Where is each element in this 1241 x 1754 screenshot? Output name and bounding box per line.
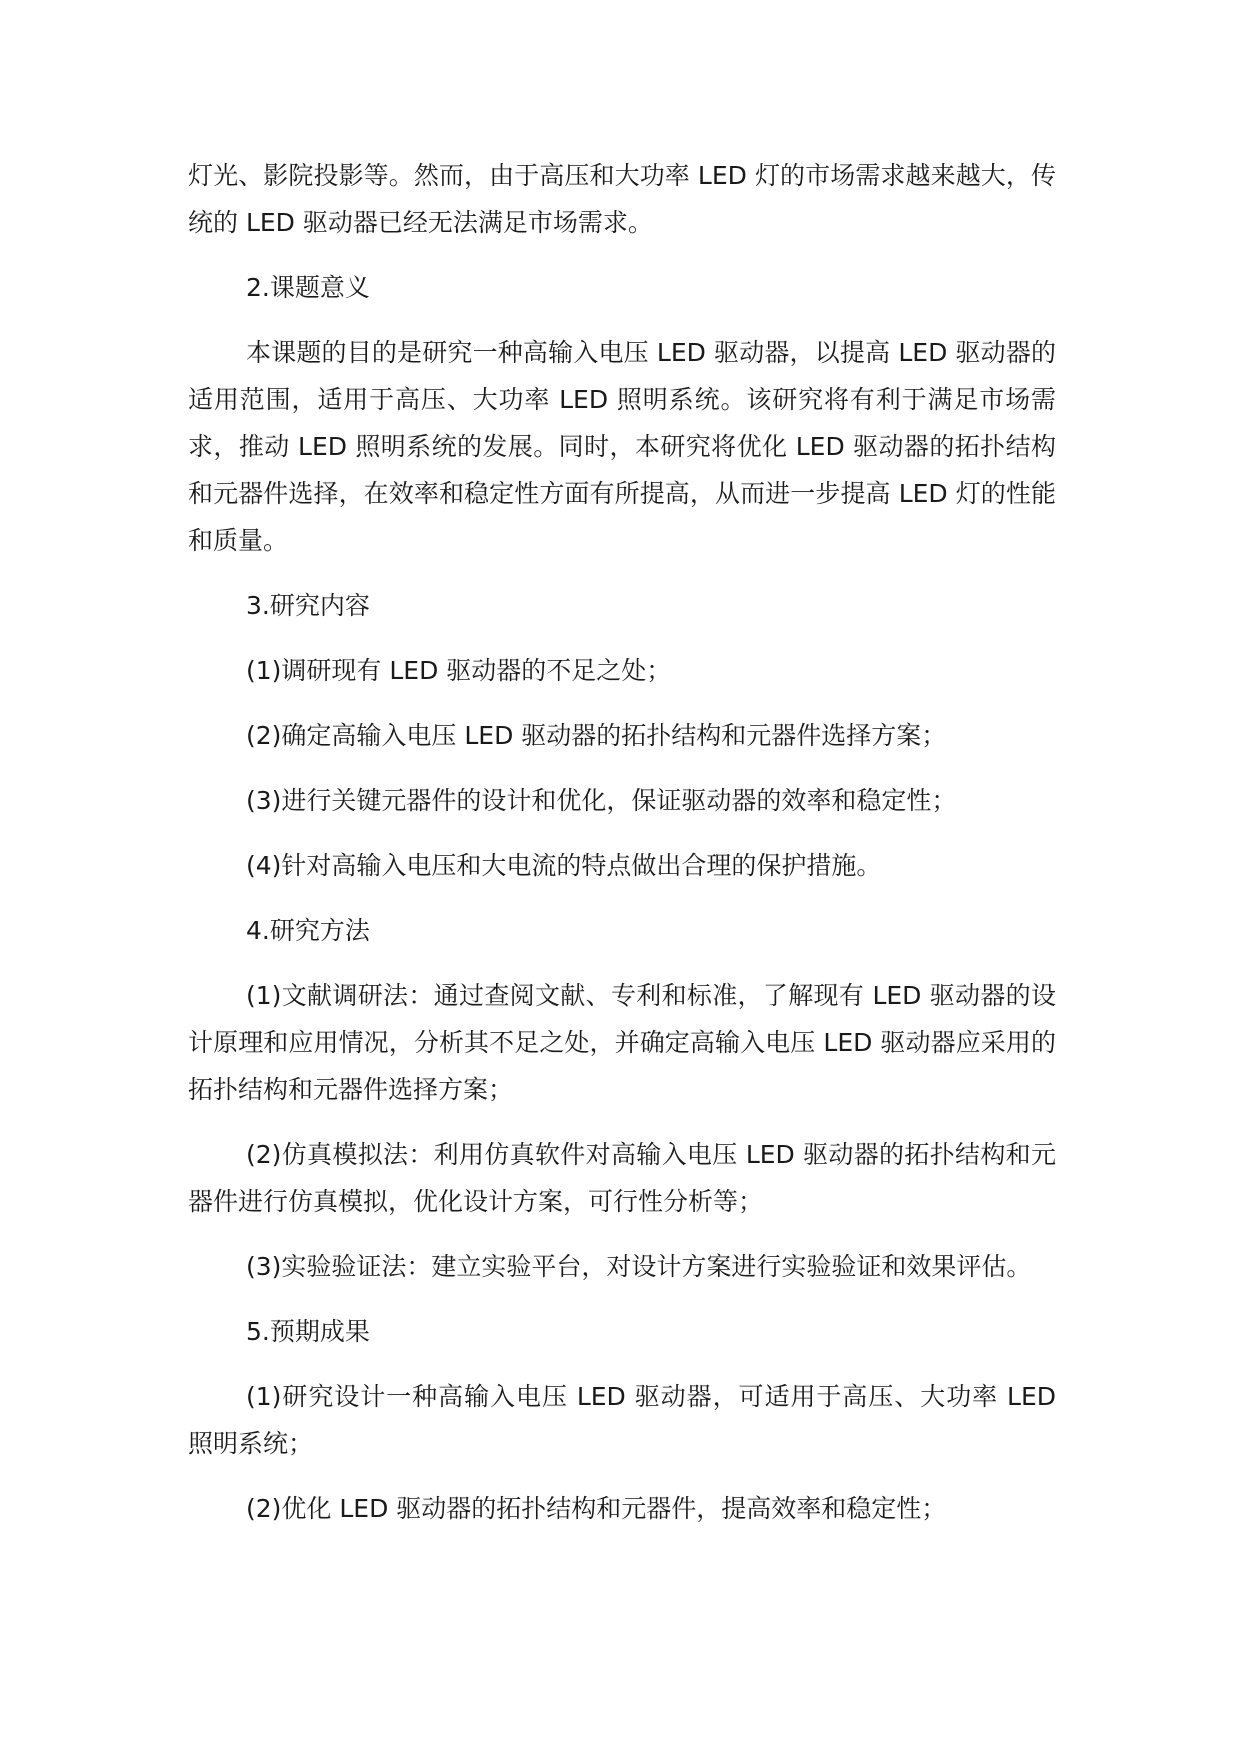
section-heading-research-content: 3.研究内容 xyxy=(246,591,370,620)
paragraph-intro-continuation: 灯光、影院投影等。然而，由于高压和大功率 LED 灯的市场需求越来越大，传统的 LED 驱动器已经无法满足市场需求。 xyxy=(188,161,1056,237)
document-page xyxy=(188,152,1056,1532)
list-item-content-4: (4)针对高输入电压和大电流的特点做出合理的保护措施。 xyxy=(246,851,882,880)
list-item-content-3: (3)进行关键元器件的设计和优化，保证驱动器的效率和稳定性； xyxy=(246,786,957,815)
list-item-method-2: (2)仿真模拟法：利用仿真软件对高输入电压 LED 驱动器的拓扑结构和元器件进行仿真模拟，优化设计方案，可行性分析等； xyxy=(188,1140,1056,1216)
section-heading-expected-results: 5.预期成果 xyxy=(246,1317,370,1346)
list-item-result-1: (1)研究设计一种高输入电压 LED 驱动器，可适用于高压、大功率 LED 照明系统； xyxy=(188,1382,1056,1458)
list-item-method-3: (3)实验验证法：建立实验平台，对设计方案进行实验验证和效果评估。 xyxy=(246,1252,1032,1281)
section-heading-significance: 2.课题意义 xyxy=(246,273,370,302)
list-item-content-1: (1)调研现有 LED 驱动器的不足之处； xyxy=(246,656,672,685)
section-heading-research-methods: 4.研究方法 xyxy=(246,916,370,945)
paragraph-significance: 本课题的目的是研究一种高输入电压 LED 驱动器，以提高 LED 驱动器的适用范围，适用于高压、大功率 LED 照明系统。该研究将有利于满足市场需求，推动 LED 照明系统的发展。同时，本研究将优化 LED 驱动器的拓扑结构和元器件选择，在效率和稳定性方面有所提高，从而进一步提高 LED 灯的性能和质量。 xyxy=(188,338,1056,555)
list-item-result-2: (2)优化 LED 驱动器的拓扑结构和元器件，提高效率和稳定性； xyxy=(246,1494,947,1523)
list-item-method-1: (1)文献调研法：通过查阅文献、专利和标准，了解现有 LED 驱动器的设计原理和应用情况，分析其不足之处，并确定高输入电压 LED 驱动器应采用的拓扑结构和元器件选择方案； xyxy=(188,981,1056,1104)
list-item-content-2: (2)确定高输入电压 LED 驱动器的拓扑结构和元器件选择方案； xyxy=(246,721,947,750)
